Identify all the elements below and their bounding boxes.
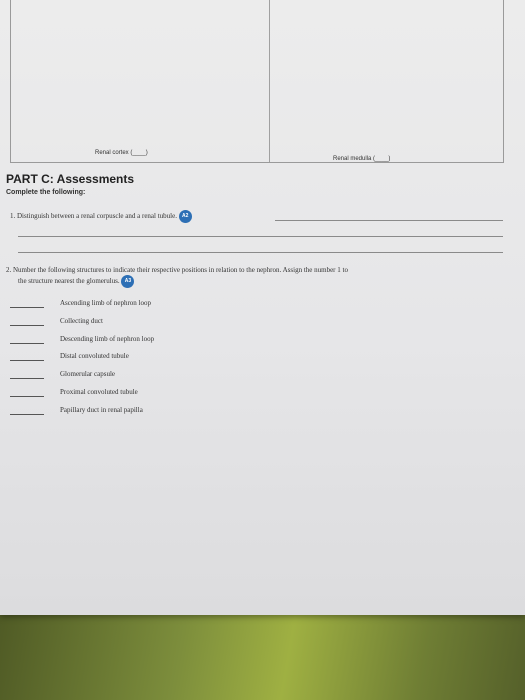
question-number: 2. bbox=[6, 266, 12, 274]
number-blank[interactable] bbox=[10, 299, 44, 308]
question-text: Distinguish between a renal corpuscle and a renal tubule. bbox=[17, 212, 177, 221]
list-item bbox=[10, 299, 151, 311]
question-2 bbox=[6, 265, 511, 288]
part-heading: PART C: Assessments bbox=[6, 172, 135, 186]
list-item bbox=[10, 388, 138, 400]
list-item bbox=[10, 335, 155, 347]
number-blank[interactable] bbox=[10, 388, 44, 397]
structure-label: Collecting duct bbox=[60, 317, 103, 325]
structure-label: Papillary duct in renal papilla bbox=[60, 406, 143, 414]
structure-label: Ascending limb of nephron loop bbox=[60, 299, 151, 307]
renal-cortex-label: Renal cortex (____) bbox=[95, 150, 148, 156]
answer-line[interactable] bbox=[18, 252, 503, 253]
structure-label: Proximal convoluted tubule bbox=[60, 388, 138, 396]
a2-badge-icon: A2 bbox=[179, 210, 192, 223]
diagram-divider bbox=[269, 0, 270, 162]
instructions: Complete the following: bbox=[6, 189, 86, 196]
list-item bbox=[10, 317, 103, 329]
answer-line[interactable] bbox=[18, 236, 503, 237]
structure-label: Descending limb of nephron loop bbox=[60, 335, 155, 343]
table-surface bbox=[0, 600, 525, 700]
list-item bbox=[10, 352, 129, 364]
structure-label: Glomerular capsule bbox=[60, 370, 116, 378]
question-text: Number the following structures to indicate their respective positions in relation to the nephron. Assign the number 1 to bbox=[13, 266, 348, 274]
list-item bbox=[10, 370, 116, 382]
a3-badge-icon: A3 bbox=[121, 275, 134, 288]
answer-line[interactable] bbox=[275, 220, 503, 221]
number-blank[interactable] bbox=[10, 406, 44, 415]
question-number: 1. bbox=[10, 212, 16, 221]
diagram-area bbox=[10, 0, 504, 163]
number-blank[interactable] bbox=[10, 317, 44, 326]
question-text-continued: the structure nearest the glomerulus. bbox=[18, 277, 120, 286]
number-blank[interactable] bbox=[10, 370, 44, 379]
question-1 bbox=[10, 210, 510, 223]
structure-label: Distal convoluted tubule bbox=[60, 352, 129, 360]
number-blank[interactable] bbox=[10, 335, 44, 344]
renal-medulla-label: Renal medulla (____) bbox=[333, 156, 391, 162]
number-blank[interactable] bbox=[10, 352, 44, 361]
list-item bbox=[10, 406, 143, 418]
